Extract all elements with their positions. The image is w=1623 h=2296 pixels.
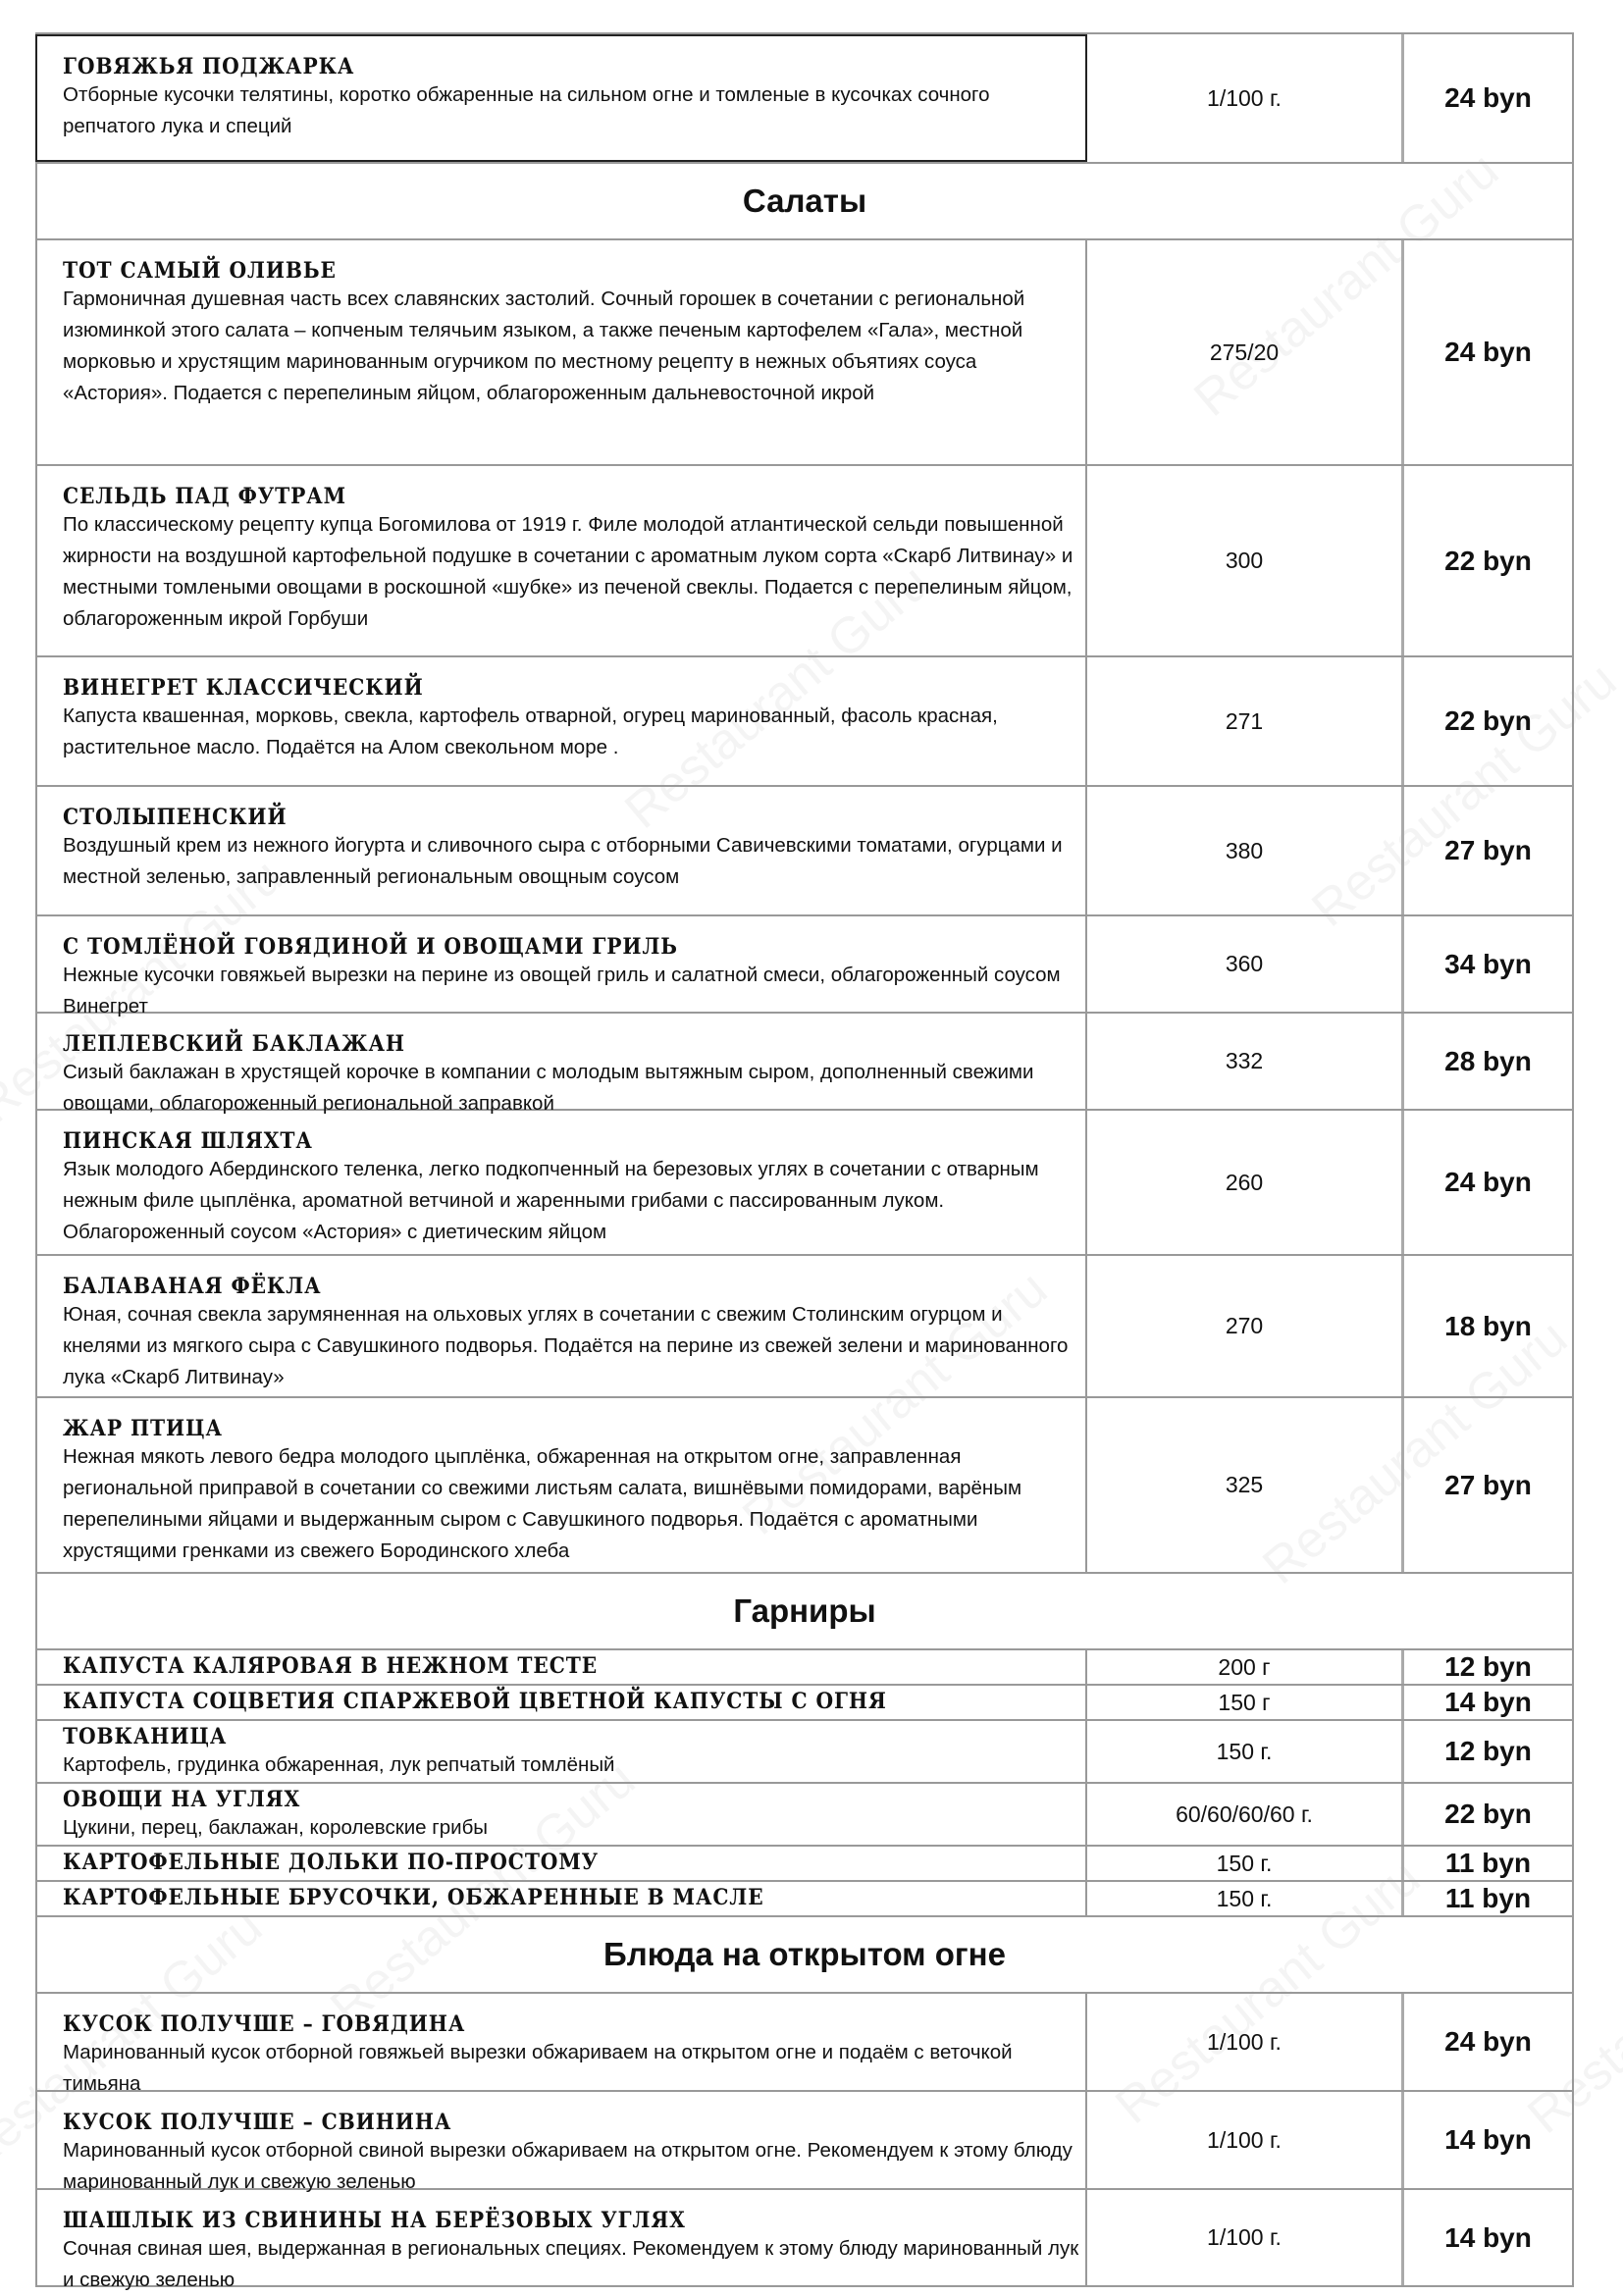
menu-item-row (35, 1686, 1574, 1721)
item-name: КАРТОФЕЛЬНЫЕ БРУСОЧКИ, ОБЖАРЕННЫЕ В МАСЛЕ (63, 1885, 764, 1910)
item-description-cell (35, 1111, 1087, 1254)
item-weight: 271 (1225, 707, 1264, 734)
item-name: БАЛАВАНАЯ ФЁКЛА (63, 1274, 322, 1299)
menu-item-row (35, 787, 1574, 916)
item-weight: 200 г (1218, 1653, 1271, 1680)
item-price: 34 byn (1401, 916, 1574, 1012)
item-name: СЕЛЬДЬ ПАД ФУТРАМ (63, 484, 346, 509)
item-description-cell (35, 34, 1087, 162)
item-name: ТОВКАНИЦА (63, 1724, 228, 1749)
item-name: КУСОК ПОЛУЧШЕ – СВИНИНА (63, 2110, 452, 2135)
item-description-cell (35, 1686, 1087, 1719)
item-description: Нежная мякоть левого бедра молодого цыплёнка, обжаренная на открытом огне, заправленная региональной приправой в сочетании со свежими листьям салата, вишнёвыми помидорами, варёным перепелиными яйцами и выдержанным сыром с Савушкиного подворья. Подаётся с ароматными хрустящими гренками из свежего Бородинского хлеба (63, 1445, 1022, 1562)
menu-item-row (35, 1650, 1574, 1686)
item-weight: 332 (1225, 1048, 1264, 1073)
menu-item-row (35, 1721, 1574, 1784)
item-description: Язык молодого Абердинского теленка, легко подкопченный на березовых углях в сочетании с отварным нежным филе цыплёнка, ароматной ветчиной и жаренными грибами с пассированным луком. Облагороженный соусом «Астория» с диетическим яйцом (63, 1158, 1039, 1243)
item-name: ШАШЛЫК ИЗ СВИНИНЫ НА БЕРЁЗОВЫХ УГЛЯХ (63, 2208, 686, 2233)
item-weight: 300 (1225, 548, 1264, 573)
item-price: 12 byn (1401, 1721, 1574, 1782)
menu-item-row (35, 466, 1574, 657)
item-price: 28 byn (1401, 1014, 1574, 1109)
item-name: С ТОМЛЁНОЙ ГОВЯДИНОЙ И ОВОЩАМИ ГРИЛЬ (63, 934, 678, 960)
menu-item-row (35, 916, 1574, 1018)
item-description: Маринованный кусок отборной говяжьей вырезки обжариваем на открытом огне и подаём с веточкой тимьяна (63, 2041, 1013, 2095)
item-weight: 1/100 г. (1207, 2126, 1282, 2153)
item-price: 27 byn (1401, 1398, 1574, 1572)
item-price: 11 byn (1401, 1847, 1574, 1880)
item-weight: 150 г. (1216, 1885, 1273, 1911)
item-description-cell (35, 1784, 1087, 1845)
item-weight: 380 (1225, 837, 1264, 863)
menu-item-row (35, 1994, 1574, 2095)
item-weight: 150 г (1218, 1689, 1271, 1715)
item-name: КАПУСТА КАЛЯРОВАЯ В НЕЖНОМ ТЕСТЕ (63, 1653, 599, 1679)
item-price: 11 byn (1401, 1882, 1574, 1915)
item-description-cell (35, 1882, 1087, 1915)
item-description-cell (35, 1994, 1087, 2095)
item-name: ВИНЕГРЕТ КЛАССИЧЕСКИЙ (63, 675, 424, 701)
item-description: Маринованный кусок отборной свиной вырезки обжариваем на открытом огне. Рекомендуем к этому блюду маринованный лук и свежую зеленью (63, 2139, 1073, 2193)
item-description-cell (35, 787, 1087, 914)
menu-item-row (35, 240, 1574, 466)
item-description-cell (35, 1847, 1087, 1880)
menu-item-row (35, 1882, 1574, 1917)
item-name: ПИНСКАЯ ШЛЯХТА (63, 1128, 313, 1154)
item-name: СТОЛЫПЕНСКИЙ (63, 805, 288, 830)
item-price: 24 byn (1401, 1111, 1574, 1254)
item-weight: 60/60/60/60 г. (1176, 1800, 1313, 1827)
item-description-cell (35, 2190, 1087, 2291)
menu-item-row (35, 1398, 1574, 1574)
menu-item-row (35, 1014, 1574, 1115)
menu-item-row (35, 2190, 1574, 2291)
item-description: Сочная свиная шея, выдержанная в региональных специях. Рекомендуем к этому блюду маринованный лук и свежую зеленью (63, 2237, 1079, 2291)
item-description: По классическому рецепту купца Богомилова от 1919 г. Филе молодой атлантической сельди повышенной жирности на воздушной картофельной подушке в сочетании с ароматным луком сорта «Скарб Литвинау» и местными томлеными овощами в роскошной «шубке» из печеной свеклы. Подается с перепелиным яйцом, облагороженным икрой Горбуши (63, 513, 1073, 630)
menu-item-row (35, 657, 1574, 787)
item-price: 14 byn (1401, 2092, 1574, 2188)
item-description-cell (35, 1398, 1087, 1572)
menu-item-row (35, 1111, 1574, 1256)
item-name: ГОВЯЖЬЯ ПОДЖАРКА (63, 54, 355, 79)
item-name: КАРТОФЕЛЬНЫЕ ДОЛЬКИ ПО-ПРОСТОМУ (63, 1850, 600, 1875)
item-description: Нежные кусочки говяжьей вырезки на перине из овощей гриль и салатной смеси, облагороженный соусом Винегрет (63, 964, 1061, 1018)
item-weight: 360 (1225, 951, 1264, 976)
menu-table (35, 32, 1574, 2291)
item-description-cell (35, 916, 1087, 1018)
menu-item-row (35, 1784, 1574, 1847)
item-name: ЛЕПЛЕВСКИЙ БАКЛАЖАН (63, 1031, 405, 1057)
item-weight: 325 (1225, 1472, 1264, 1497)
menu-item-row (35, 1256, 1574, 1398)
item-description: Гармоничная душевная часть всех славянских застолий. Сочный горошек в сочетании с региональной изюминкой этого салата – копченым телячьим языком, а также печеным картофелем «Гала», местной морковью и хрустящим маринованным огурчиком по местному рецепту в нежных объятиях соуса «Астория». Подается с перепелиным яйцом, облагороженным дальневосточной икрой (63, 287, 1025, 404)
item-price: 27 byn (1401, 787, 1574, 914)
item-description: Картофель, грудинка обжаренная, лук репчатый томлёный (63, 1753, 615, 1776)
item-description-cell (35, 466, 1087, 655)
item-name: КУСОК ПОЛУЧШЕ – ГОВЯДИНА (63, 2011, 466, 2037)
item-description-cell (35, 1014, 1087, 1115)
item-price: 18 byn (1401, 1256, 1574, 1396)
item-price: 22 byn (1401, 1784, 1574, 1845)
item-weight: 270 (1225, 1313, 1264, 1338)
item-price: 22 byn (1401, 466, 1574, 655)
item-description: Цукини, перец, баклажан, королевские грибы (63, 1816, 489, 1839)
item-description-cell (35, 657, 1087, 785)
item-price: 12 byn (1401, 1650, 1574, 1684)
section-title: Блюда на открытом огне (35, 1917, 1574, 1994)
item-description: Отборные кусочки телятины, коротко обжаренные на сильном огне и томленые в кусочках сочного репчатого лука и специй (63, 83, 990, 137)
item-description: Юная, сочная свекла зарумяненная на ольховых углях в сочетании с свежим Столинским огурцом и кнелями из мягкого сыра с Савушкиного подворья. Подаётся на перине из свежей зелени и маринованного лука «Скарб Литвинау» (63, 1303, 1069, 1388)
item-name: ТОТ САМЫЙ ОЛИВЬЕ (63, 258, 337, 284)
item-description-cell (35, 1650, 1087, 1684)
item-description: Сизый баклажан в хрустящей корочке в компании с молодым вытяжным сыром, дополненный свежими овощами, облагороженный региональной заправкой (63, 1061, 1034, 1115)
menu-item-row (35, 32, 1574, 164)
item-description: Воздушный крем из нежного йогурта и сливочного сыра с отборными Савичевскими томатами, огурцами и местной зеленью, заправленный региональным овощным соусом (63, 834, 1063, 888)
item-price: 24 byn (1401, 240, 1574, 464)
item-name: ОВОЩИ НА УГЛЯХ (63, 1787, 301, 1812)
item-description-cell (35, 1256, 1087, 1396)
item-description-cell (35, 1721, 1087, 1782)
item-weight: 1/100 г. (1207, 2028, 1282, 2055)
item-weight: 275/20 (1209, 339, 1280, 365)
item-weight: 150 г. (1216, 1738, 1273, 1764)
menu-item-row (35, 1847, 1574, 1882)
item-price: 22 byn (1401, 657, 1574, 785)
menu-item-row (35, 2092, 1574, 2193)
item-price: 14 byn (1401, 1686, 1574, 1719)
item-name: ЖАР ПТИЦА (63, 1416, 223, 1441)
item-name: КАПУСТА СОЦВЕТИЯ СПАРЖЕВОЙ ЦВЕТНОЙ КАПУСТЫ С ОГНЯ (63, 1689, 887, 1714)
item-weight: 260 (1225, 1169, 1264, 1195)
section-title: Салаты (35, 164, 1574, 240)
item-price: 24 byn (1401, 1994, 1574, 2090)
item-description-cell (35, 240, 1087, 464)
item-price: 24 byn (1401, 34, 1574, 162)
item-weight: 1/100 г. (1207, 84, 1282, 111)
item-weight: 1/100 г. (1207, 2224, 1282, 2250)
item-description-cell (35, 2092, 1087, 2193)
item-description: Капуста квашенная, морковь, свекла, картофель отварной, огурец маринованный, фасоль красная, растительное масло. Подаётся на Алом свекольном море . (63, 704, 998, 758)
section-title: Гарниры (35, 1574, 1574, 1650)
item-weight: 150 г. (1216, 1850, 1273, 1876)
item-price: 14 byn (1401, 2190, 1574, 2285)
